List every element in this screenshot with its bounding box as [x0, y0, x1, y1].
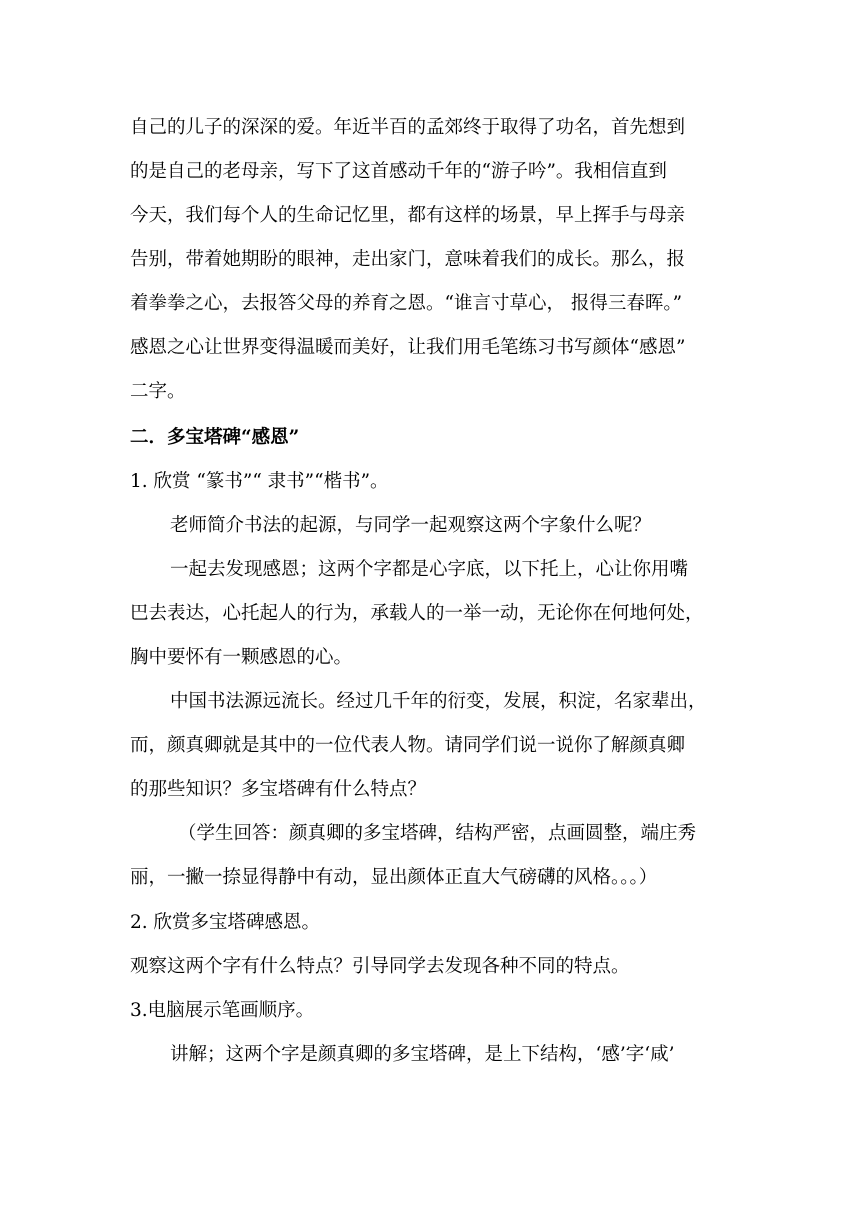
paragraph-line: 巴去表达，心托起人的行为，承载人的一举一动，无论你在何地何处，: [130, 603, 704, 624]
paragraph-line: 今天，我们每个人的生命记忆里，都有这样的场景，早上挥手与母亲: [130, 205, 686, 226]
paragraph-line: 而，颜真卿就是其中的一位代表人物。请同学们说一说你了解颜真卿: [130, 735, 686, 756]
list-item-heading: 1. 欣赏 “篆书”“ 隶书”“楷书”。: [130, 471, 389, 492]
list-item-heading: 3.电脑展示笔画顺序。: [130, 1000, 315, 1021]
paragraph-line: 一起去发现感恩；这两个字都是心字底，以下托上，心让你用嘴: [170, 559, 689, 580]
paragraph-line: 着拳拳之心，去报答父母的养育之恩。“谁言寸草心， 报得三春晖。”: [130, 293, 683, 314]
paragraph-line: 的是自己的老母亲，写下了这首感动千年的“游子吟”。我相信直到: [130, 161, 667, 182]
paragraph-line: 感恩之心让世界变得温暖而美好，让我们用毛笔练习书写颜体“感恩”: [130, 337, 686, 358]
paragraph-line: 观察这两个字有什么特点？引导同学去发现各种不同的特点。: [130, 956, 630, 977]
paragraph-line: 二字。: [130, 381, 186, 402]
paragraph-line: 告别，带着她期盼的眼神，走出家门，意味着我们的成长。那么，报: [130, 249, 686, 270]
paragraph-line: 老师简介书法的起源，与同学一起观察这两个字象什么呢？: [170, 515, 652, 536]
paragraph-line: 丽，一撇一捺显得静中有动，显出颜体正直大气磅礴的风格。。。）: [130, 867, 658, 888]
paragraph-line: 胸中要怀有一颗感恩的心。: [130, 647, 353, 668]
paragraph-line: （学生回答：颜真卿的多宝塔碑，结构严密，点画圆整，端庄秀: [178, 823, 697, 844]
paragraph-line: 的那些知识？多宝塔碑有什么特点？: [130, 779, 427, 800]
section-heading: 二．多宝塔碑“感恩”: [130, 427, 300, 448]
paragraph-line: 讲解；这两个字是颜真卿的多宝塔碑，是上下结构，‘感’字‘咸’: [170, 1044, 675, 1065]
paragraph-line: 中国书法源远流长。经过几千年的衍变，发展，积淀，名家辈出，: [170, 691, 707, 712]
paragraph-line: 自己的儿子的深深的爱。年近半百的孟郊终于取得了功名，首先想到: [130, 117, 686, 138]
list-item-heading: 2. 欣赏多宝塔碑感恩。: [130, 912, 321, 933]
